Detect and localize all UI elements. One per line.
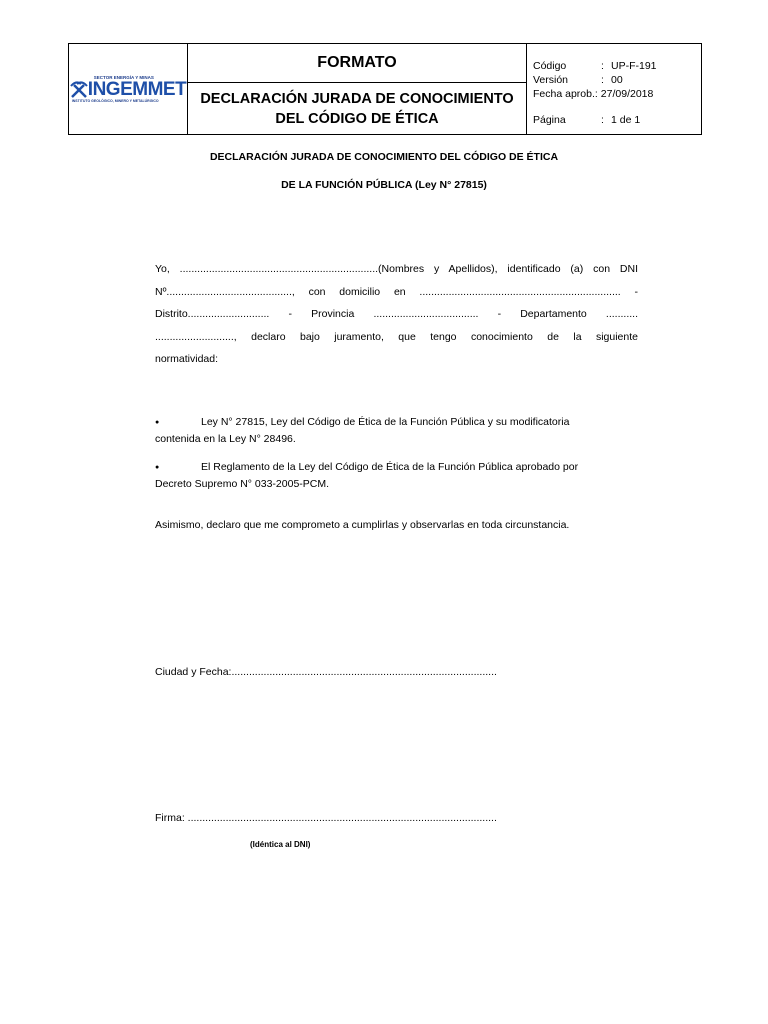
codigo-value: UP-F-191: [611, 60, 657, 72]
commitment-text: Asimismo, declaro que me comprometo a cumplirlas y observarlas en toda circunstancia.: [155, 519, 570, 531]
fecha-value: 27/09/2018: [600, 88, 654, 100]
bullet-item-1: ● Ley N° 27815, Ley del Código de Ética de la Función Pública y su modificatoria contenida en la Ley N° 28496.: [155, 416, 570, 445]
version-row: Versión : 00: [533, 74, 623, 86]
firma-note: (Idéntica al DNI): [250, 840, 311, 849]
pickaxe-icon: [70, 81, 88, 99]
ciudad-fecha-field: Ciudad y Fecha:...........................................................................................: [155, 666, 497, 678]
formato-label: FORMATO: [188, 44, 527, 83]
bullet-icon: ●: [155, 464, 160, 471]
logo-sector-text: SECTOR ENERGÍA Y MINAS: [93, 75, 154, 80]
document-title-line1: DECLARACIÓN JURADA DE CONOCIMIENTO DEL CÓDIGO DE ÉTICA: [209, 151, 559, 163]
bullet-item-2: ● El Reglamento de la Ley del Código de Ética de la Función Pública aprobado por Decreto Supremo N° 033-2005-PCM.: [155, 461, 579, 490]
pagina-row: Página : 1 de 1: [533, 114, 641, 126]
document-title-line2: DE LA FUNCIÓN PÚBLICA (Ley N° 27815): [281, 179, 487, 191]
pagina-value: 1 de 1: [611, 114, 641, 126]
firma-field: Firma: ..........................................................................................................: [155, 812, 497, 824]
meta-cell: [527, 44, 702, 135]
version-value: 00: [611, 74, 623, 86]
logo-name: INGEMMET: [87, 79, 187, 100]
logo-cell: [69, 44, 188, 135]
logo-institute-text: INSTITUTO GEOLÓGICO, MINERO Y METALÚRGICO: [71, 99, 159, 103]
document-header: [68, 43, 702, 135]
header-title: DECLARACIÓN JURADA DE CONOCIMIENTO DEL CÓDIGO DE ÉTICA: [188, 83, 527, 135]
declaration-paragraph: Yo, ....................................................................(Nombres y Apellidos), identificado (a) con DNI Nº..........................................., con domicilio en ..................................................................... - Distrito............................ - Provincia .................................... - Departamento ........... ..........................., declaro bajo juramento, que tengo conocimiento de la siguiente normatividad:: [155, 263, 638, 365]
ingemmet-logo: [69, 44, 187, 134]
codigo-row: Código : UP-F-191: [533, 60, 657, 72]
fecha-row: Fecha aprob.: 27/09/2018: [533, 88, 654, 100]
bullet-icon: ●: [155, 419, 160, 426]
